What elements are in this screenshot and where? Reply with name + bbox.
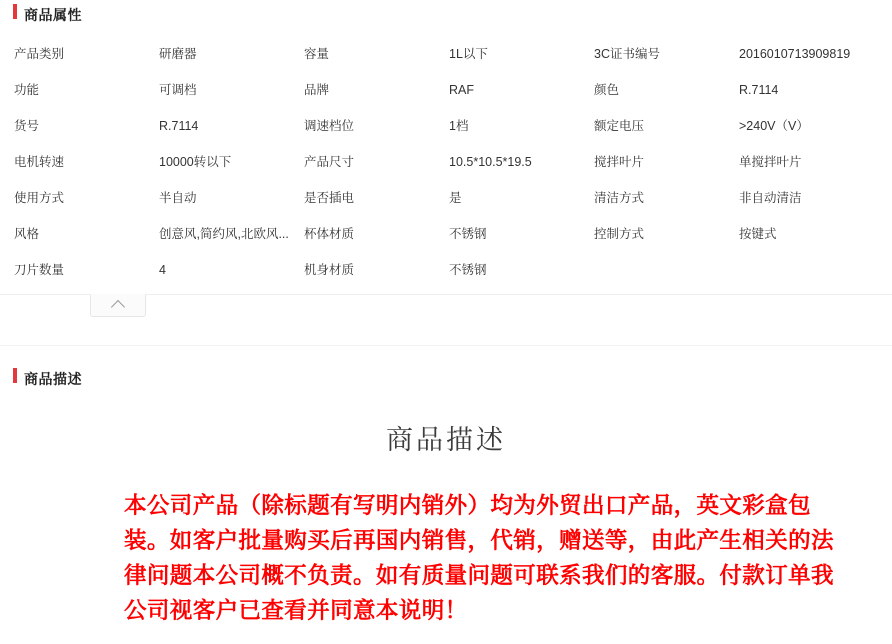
attribute-label: 电机转速 xyxy=(14,155,65,169)
description-section xyxy=(0,364,892,628)
collapse-attributes-button[interactable] xyxy=(90,294,146,317)
attribute-label: 杯体材质 xyxy=(304,227,355,241)
section-divider xyxy=(0,335,892,346)
attribute-value: 4 xyxy=(159,263,166,277)
attribute-value: 创意风,简约风,北欧风... xyxy=(159,227,289,241)
attribute-value: 不锈钢 xyxy=(449,227,487,241)
attribute-value: >240V（V） xyxy=(739,119,809,133)
table-row xyxy=(14,180,892,216)
attribute-label: 额定电压 xyxy=(594,119,645,133)
attribute-label: 调速档位 xyxy=(304,119,355,133)
attribute-label: 品牌 xyxy=(304,83,330,97)
attribute-label: 机身材质 xyxy=(304,263,355,277)
attribute-label: 使用方式 xyxy=(14,191,65,205)
attribute-value: 半自动 xyxy=(159,191,197,205)
table-row xyxy=(14,144,892,180)
accent-bar xyxy=(13,368,17,383)
attribute-label: 风格 xyxy=(14,227,40,241)
attribute-value: RAF xyxy=(449,83,474,97)
attribute-value: R.7114 xyxy=(739,83,779,97)
attributes-section-title: 商品属性 xyxy=(24,7,82,23)
attribute-value: 2016010713909819 xyxy=(739,47,851,61)
attribute-label xyxy=(594,252,739,288)
attribute-value: 不锈钢 xyxy=(449,263,487,277)
attribute-value: 可调档 xyxy=(159,83,197,97)
attribute-value: 是 xyxy=(449,191,462,205)
table-row xyxy=(14,216,892,252)
attributes-table xyxy=(14,36,892,288)
attribute-label: 货号 xyxy=(14,119,40,133)
table-row xyxy=(14,72,892,108)
accent-bar xyxy=(13,4,17,19)
table-row xyxy=(14,252,892,288)
description-warning-text: 本公司产品（除标题有写明内销外）均为外贸出口产品，英文彩盒包装。如客户批量购买后再国内销售，代销，赠送等，由此产生相关的法律问题本公司概不负责。如有质量问题可联系我们的客服。付款订单我公司视客户已查看并同意本说明！ xyxy=(124,493,834,623)
attribute-label: 控制方式 xyxy=(594,227,645,241)
attributes-table-wrapper xyxy=(0,36,892,288)
chevron-up-icon xyxy=(111,300,125,314)
description-section-title: 商品描述 xyxy=(24,371,82,387)
attribute-label: 是否插电 xyxy=(304,191,355,205)
attribute-value: 非自动清洁 xyxy=(739,191,802,205)
attribute-label: 颜色 xyxy=(594,83,620,97)
attribute-value xyxy=(739,252,892,288)
attribute-value: 10.5*10.5*19.5 xyxy=(449,155,532,169)
attribute-value: 单搅拌叶片 xyxy=(739,155,802,169)
attribute-label: 产品尺寸 xyxy=(304,155,355,169)
attribute-label: 搅拌叶片 xyxy=(594,155,645,169)
attribute-value: 10000转以下 xyxy=(159,155,232,169)
attributes-section-header xyxy=(0,0,892,30)
attributes-collapse-row xyxy=(0,294,892,319)
attribute-value: R.7114 xyxy=(159,119,199,133)
attribute-value: 按键式 xyxy=(739,227,777,241)
attribute-label: 3C证书编号 xyxy=(594,47,660,61)
attribute-label: 容量 xyxy=(304,47,330,61)
description-body xyxy=(0,394,892,628)
description-section-header xyxy=(0,364,892,394)
attribute-label: 功能 xyxy=(14,83,40,97)
table-row xyxy=(14,108,892,144)
attribute-label: 清洁方式 xyxy=(594,191,645,205)
attribute-value: 研磨器 xyxy=(159,47,197,61)
table-row xyxy=(14,36,892,72)
attribute-label: 产品类别 xyxy=(14,47,65,61)
attribute-value: 1L以下 xyxy=(449,47,488,61)
attribute-label: 刀片数量 xyxy=(14,263,65,277)
attribute-value: 1档 xyxy=(449,119,469,133)
description-title: 商品描述 xyxy=(386,425,506,456)
